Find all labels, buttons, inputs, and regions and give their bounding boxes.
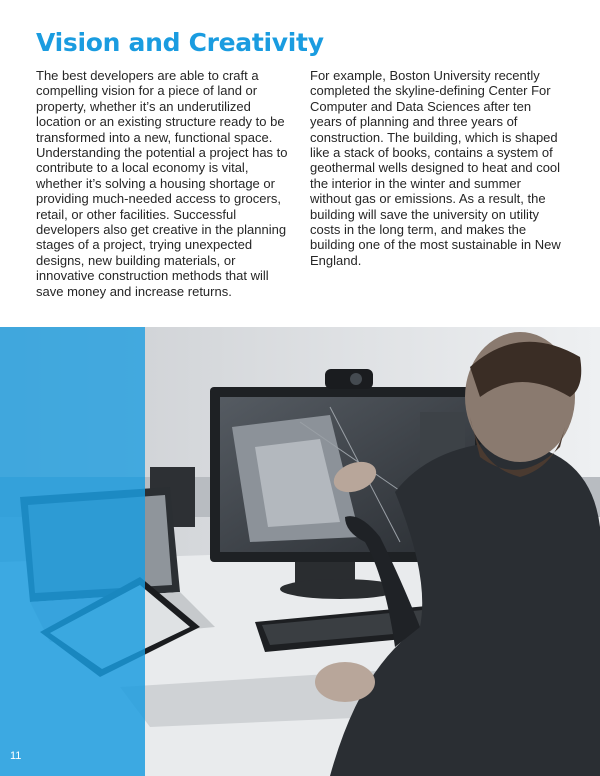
office-photo [0, 327, 600, 776]
office-photo-illustration [0, 327, 600, 776]
page-number: 11 [10, 750, 22, 762]
body-column-right: For example, Boston University recently completed the skyline-defining Center For Computer and Data Sciences after ten years of planning and three years of construction. The building, which is shaped like a stack of books, contains a system of geothermal wells designed to heat and cool the interior in the winter and summer without gas or emissions. As a result, the building will save the university on utility costs in the long term, and makes the building one of the most sustainable in New England. [310, 68, 561, 268]
body-column-left: The best developers are able to craft a compelling vision for a piece of land or property, whether it’s an underutilized location or an existing structure ready to be transformed into a new, functional space. Understanding the potential a project has to contribute to a local economy is vital, whether it’s solving a housing shortage or providing much-needed access to grocers, retail, or other facilities. Successful developers also get creative in the planning stages of a project, trying unexpected designs, new building materials, or innovative construction methods that will save money and increase returns. [36, 68, 288, 299]
page-title: Vision and Creativity [36, 28, 324, 57]
webcam-icon [325, 369, 373, 389]
